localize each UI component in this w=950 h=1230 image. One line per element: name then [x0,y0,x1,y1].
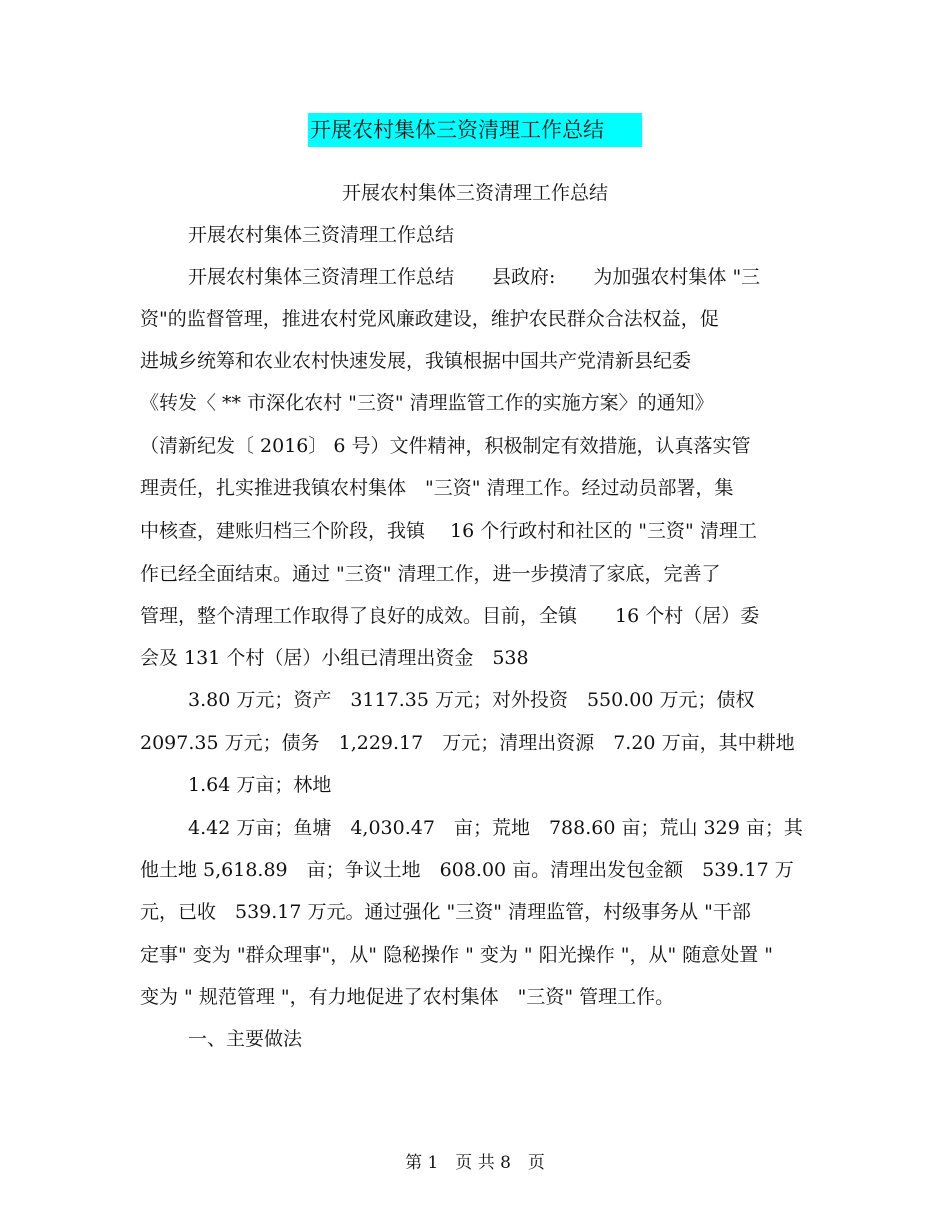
text-line: 《转发〈 ** 市深化农村 "三资" 清理监管工作的实施方案〉的通知》 [140,392,714,414]
page-number: 第 1 页 共 8 页 [405,1153,545,1173]
text-line: 资"的监督管理，推进农村党风廉政建设，维护农民群众合法权益，促 [140,308,719,330]
text-line: 作已经全面结束。通过 "三资" 清理工作，进一步摸清了家底，完善了 [140,563,721,585]
text-line: 2097.35 万元；债务 1,229.17 万元；清理出资源 7.20 万亩，其中耕地 [140,732,795,754]
text-line: 会及 131 个村（居）小组已清理出资金 538 [140,647,529,669]
text-line: 元，已收 539.17 万元。通过强化 "三资" 清理监管，村级事务从 "干部 [140,901,751,923]
text-line: 4.42 万亩；鱼塘 4,030.47 亩；荒地 788.60 亩；荒山 329 亩；其 [188,817,803,839]
title-container [0,113,950,147]
section-heading: 一、主要做法 [188,1028,303,1050]
text-line: 变为 " 规范管理 "，有力地促进了农村集体 "三资" 管理工作。 [140,986,675,1008]
text-line: 开展农村集体三资清理工作总结 [188,224,455,246]
text-line: 定事" 变为 "群众理事"，从" 隐秘操作 " 变为 " 阳光操作 "，从" 随意处置 " [140,944,774,966]
subtitle: 开展农村集体三资清理工作总结 [341,182,608,204]
text-line: （清新纪发〔 2016〕 6 号）文件精神，积极制定有效措施，认真落实管 [140,435,751,457]
text-line: 开展农村集体三资清理工作总结 县政府: 为加强农村集体 "三 [188,266,761,288]
text-line: 管理，整个清理工作取得了良好的成效。目前，全镇 16 个村（居）委 [140,605,760,627]
text-line: 3.80 万元；资产 3117.35 万元；对外投资 550.00 万元；债权 [188,689,755,711]
text-line: 他土地 5,618.89 亩；争议土地 608.00 亩。清理出发包金额 539.17 万 [140,859,794,881]
text-line: 进城乡统筹和农业农村快速发展，我镇根据中国共产党清新县纪委 [140,350,692,372]
text-line: 中核查，建账归档三个阶段，我镇 16 个行政村和社区的 "三资" 清理工 [140,520,757,542]
text-line: 理责任，扎实推进我镇农村集体 "三资" 清理工作。经过动员部署，集 [140,477,734,499]
highlighted-title: 开展农村集体三资清理工作总结 [308,113,642,147]
text-line: 1.64 万亩；林地 [188,774,332,796]
